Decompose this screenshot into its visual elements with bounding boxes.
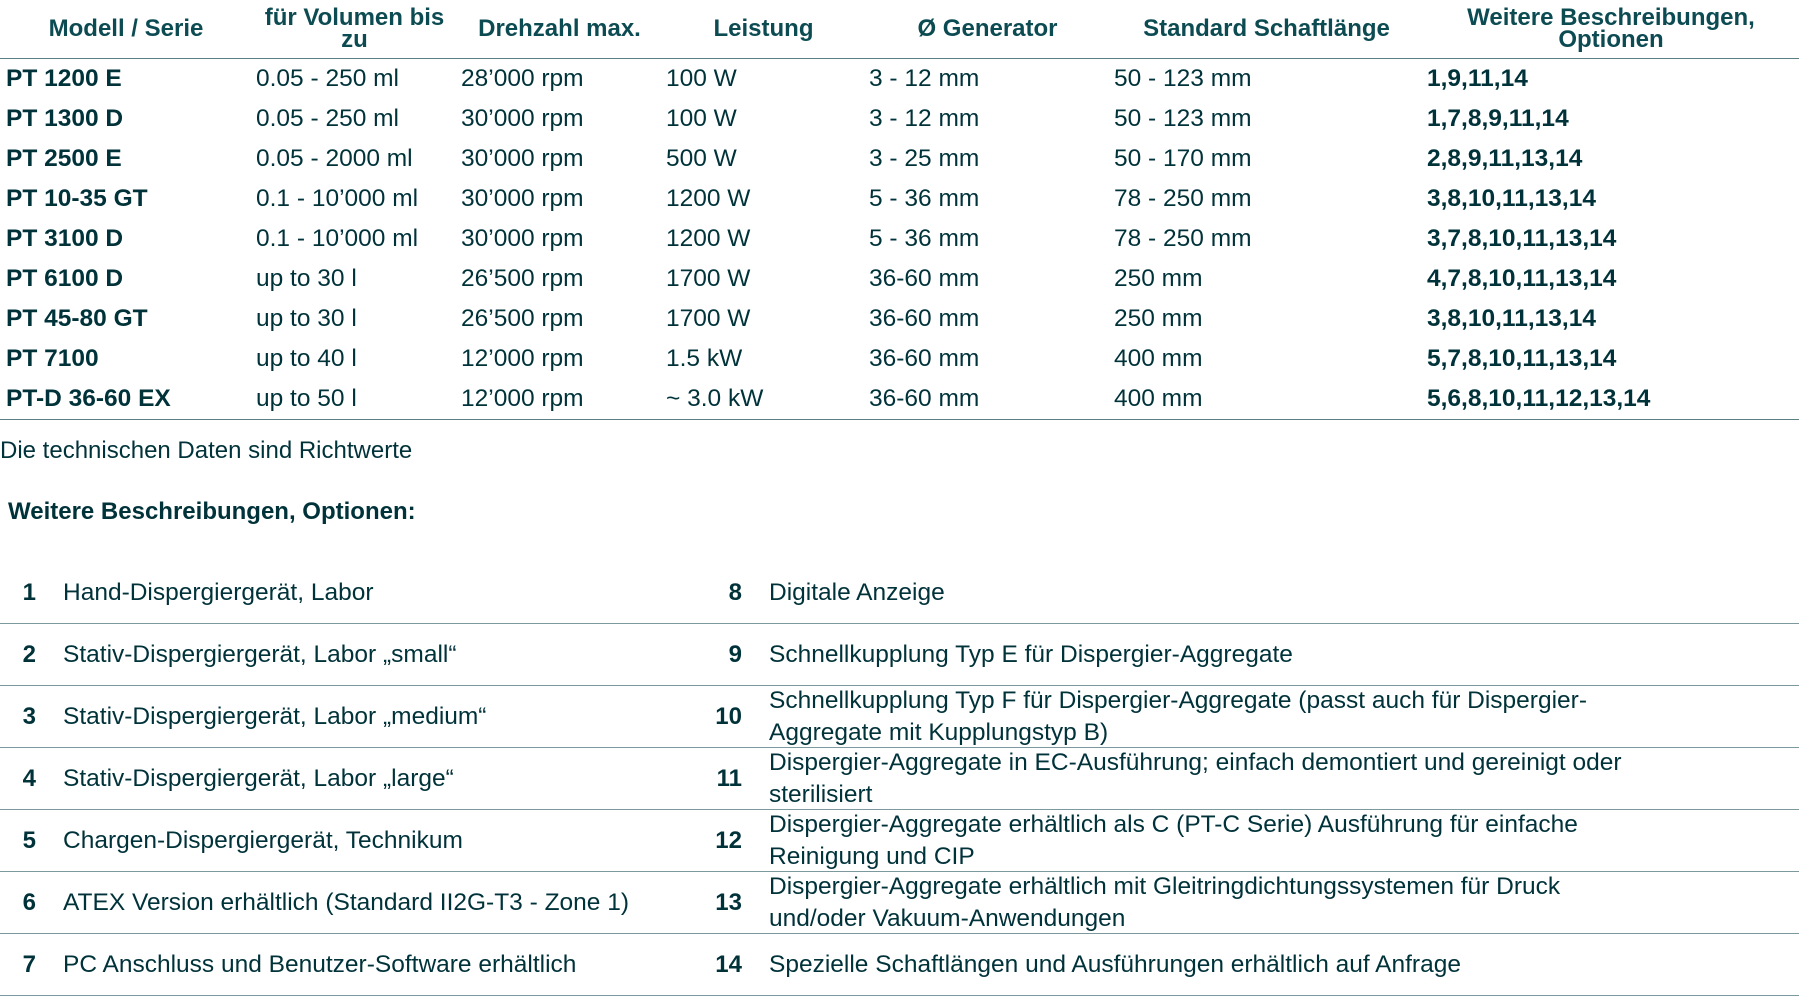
cell-speed: 30’000 rpm (461, 225, 584, 252)
spec-table (0, 0, 1799, 420)
table-row (0, 179, 1799, 219)
option-row (0, 748, 1799, 810)
cell-power: 100 W (666, 65, 737, 92)
option-number: 4 (22, 764, 36, 792)
option-item (0, 872, 700, 933)
cell-options: 5,7,8,10,11,13,14 (1427, 345, 1617, 372)
header-shaft-length: Standard Schaftlänge (1110, 0, 1423, 59)
option-text: Schnellkupplung Typ F für Dispergier-Aggregate (passt auch für Dispergier-Aggregate mit Kupplungstyp B) (769, 686, 1587, 746)
cell-options: 3,8,10,11,13,14 (1427, 305, 1596, 332)
cell-volume: up to 50 l (252, 379, 457, 420)
option-item (700, 748, 1799, 809)
option-item (0, 934, 700, 995)
cell-power: ~ 3.0 kW (662, 379, 865, 420)
cell-power: 100 W (666, 105, 737, 132)
cell-speed: 30’000 rpm (461, 185, 584, 212)
cell-generator: 36-60 mm (869, 345, 980, 372)
cell-options: 5,6,8,10,11,12,13,14 (1423, 379, 1799, 420)
header-speed: Drehzahl max. (457, 0, 662, 59)
option-item (0, 748, 700, 809)
option-text: Chargen-Dispergiergerät, Technikum (63, 826, 463, 854)
header-volume: für Volumen bis zu (252, 0, 457, 59)
cell-generator: 5 - 36 mm (869, 185, 980, 212)
option-row (0, 562, 1799, 624)
table-header-row (0, 0, 1799, 59)
cell-options: 3,8,10,11,13,14 (1427, 185, 1596, 212)
option-item (0, 810, 700, 871)
option-number: 8 (728, 578, 742, 606)
cell-model: PT 45-80 GT (6, 305, 148, 332)
option-number: 2 (22, 640, 36, 668)
option-number: 11 (716, 764, 742, 792)
header-options: Weitere Beschreibungen, Optionen (1423, 0, 1799, 59)
cell-power: 1200 W (666, 225, 751, 252)
cell-volume: 0.05 - 250 ml (256, 105, 399, 132)
cell-power: 1700 W (666, 265, 751, 292)
cell-power: 500 W (666, 145, 737, 172)
cell-speed: 30’000 rpm (461, 145, 584, 172)
cell-generator: 36-60 mm (865, 379, 1110, 420)
option-number: 12 (715, 826, 742, 854)
cell-model: PT 6100 D (6, 265, 124, 292)
cell-shaft-length: 78 - 250 mm (1114, 185, 1252, 212)
option-text: Hand-Dispergiergerät, Labor (63, 578, 374, 606)
cell-options: 1,9,11,14 (1427, 65, 1528, 92)
cell-power: 1.5 kW (666, 345, 743, 372)
option-text: PC Anschluss und Benutzer-Software erhältlich (63, 950, 577, 978)
option-text: Dispergier-Aggregate in EC-Ausführung; einfach demontiert und gereinigt oder sterilisiert (769, 748, 1622, 808)
cell-model: PT 3100 D (6, 225, 124, 252)
option-text: Stativ-Dispergiergerät, Labor „small“ (63, 640, 457, 668)
cell-speed: 12’000 rpm (457, 379, 662, 420)
option-item (0, 562, 700, 623)
option-number: 7 (22, 950, 36, 978)
option-row (0, 624, 1799, 686)
cell-speed: 30’000 rpm (461, 105, 584, 132)
cell-shaft-length: 250 mm (1114, 305, 1203, 332)
option-number: 6 (22, 888, 36, 916)
option-number: 3 (22, 702, 36, 730)
cell-speed: 26’500 rpm (461, 305, 584, 332)
option-item (0, 624, 700, 685)
cell-generator: 3 - 12 mm (869, 105, 980, 132)
cell-options: 1,7,8,9,11,14 (1427, 105, 1569, 132)
option-text: Dispergier-Aggregate erhältlich mit Gleitringdichtungssystemen für Druck und/oder Vakuum-Anwendungen (769, 872, 1561, 932)
cell-generator: 36-60 mm (869, 265, 980, 292)
option-number: 10 (715, 702, 742, 730)
header-generator: Ø Generator (865, 0, 1110, 59)
cell-shaft-length: 400 mm (1114, 345, 1203, 372)
option-text: Stativ-Dispergiergerät, Labor „large“ (63, 764, 454, 792)
option-text: Schnellkupplung Typ E für Dispergier-Aggregate (769, 640, 1293, 668)
cell-model: PT 1200 E (6, 65, 122, 92)
option-text: Stativ-Dispergiergerät, Labor „medium“ (63, 702, 487, 730)
options-heading: Weitere Beschreibungen, Optionen: (8, 498, 416, 525)
cell-shaft-length: 250 mm (1114, 265, 1203, 292)
option-item (700, 934, 1799, 995)
cell-speed: 26’500 rpm (461, 265, 584, 292)
cell-speed: 12’000 rpm (461, 345, 584, 372)
option-text: Dispergier-Aggregate erhältlich als C (PT-C Serie) Ausführung für einfache Reinigung und CIP (769, 810, 1578, 870)
option-text: Spezielle Schaftlängen und Ausführungen erhältlich auf Anfrage (769, 950, 1461, 978)
cell-volume: 0.05 - 250 ml (256, 65, 399, 92)
option-item (700, 872, 1799, 933)
cell-generator: 36-60 mm (869, 305, 980, 332)
table-row (0, 99, 1799, 139)
table-row (0, 219, 1799, 259)
cell-speed: 28’000 rpm (461, 65, 584, 92)
cell-generator: 5 - 36 mm (869, 225, 980, 252)
table-row (0, 259, 1799, 299)
cell-volume: 0.1 - 10’000 ml (256, 185, 419, 212)
header-power: Leistung (662, 0, 865, 59)
cell-model: PT 10-35 GT (6, 185, 148, 212)
table-row (0, 339, 1799, 379)
cell-options: 4,7,8,10,11,13,14 (1427, 265, 1617, 292)
option-item (700, 562, 1799, 623)
option-number: 14 (715, 950, 742, 978)
cell-shaft-length: 50 - 123 mm (1114, 105, 1252, 132)
option-text: Digitale Anzeige (769, 578, 945, 606)
spec-table-container (0, 0, 1799, 420)
cell-volume: 0.05 - 2000 ml (256, 145, 413, 172)
cell-model: PT 2500 E (6, 145, 122, 172)
option-item (0, 686, 700, 747)
cell-power: 1700 W (666, 305, 751, 332)
option-row (0, 810, 1799, 872)
option-row (0, 872, 1799, 934)
option-item (700, 624, 1799, 685)
cell-shaft-length: 78 - 250 mm (1114, 225, 1252, 252)
cell-options: 2,8,9,11,13,14 (1427, 145, 1583, 172)
option-number: 1 (22, 578, 36, 606)
cell-options: 3,7,8,10,11,13,14 (1427, 225, 1617, 252)
table-row (0, 59, 1799, 100)
table-body (0, 59, 1799, 420)
cell-model: PT 7100 (6, 345, 99, 372)
disclaimer-note: Die technischen Daten sind Richtwerte (0, 437, 413, 464)
header-model: Modell / Serie (0, 0, 252, 59)
table-row (0, 299, 1799, 339)
option-item (700, 686, 1799, 747)
cell-volume: up to 40 l (256, 345, 357, 372)
option-row (0, 686, 1799, 748)
options-list (0, 562, 1799, 996)
option-number: 5 (22, 826, 36, 854)
option-text: ATEX Version erhältlich (Standard II2G-T3 - Zone 1) (63, 888, 630, 916)
option-row (0, 934, 1799, 996)
cell-generator: 3 - 25 mm (869, 145, 980, 172)
cell-volume: 0.1 - 10’000 ml (256, 225, 419, 252)
cell-shaft-length: 400 mm (1110, 379, 1423, 420)
cell-model: PT-D 36-60 EX (0, 379, 252, 420)
cell-volume: up to 30 l (256, 265, 357, 292)
option-number: 9 (728, 640, 742, 668)
cell-model: PT 1300 D (6, 105, 124, 132)
cell-volume: up to 30 l (256, 305, 357, 332)
option-number: 13 (715, 888, 742, 916)
cell-generator: 3 - 12 mm (869, 65, 980, 92)
option-item (700, 810, 1799, 871)
cell-shaft-length: 50 - 123 mm (1114, 65, 1252, 92)
cell-power: 1200 W (666, 185, 751, 212)
table-row (0, 139, 1799, 179)
cell-shaft-length: 50 - 170 mm (1114, 145, 1252, 172)
table-row (0, 379, 1799, 420)
